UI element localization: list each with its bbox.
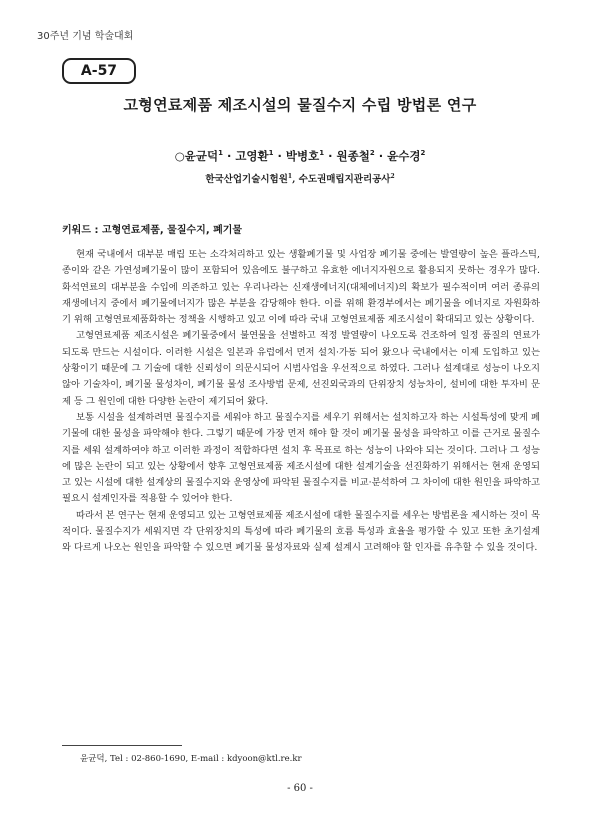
keywords: 키워드 : 고형연료제품, 물질수지, 폐기물 — [62, 225, 243, 236]
author-affil-mark: 1 — [218, 149, 223, 158]
body-paragraph: 따라서 본 연구는 현재 운영되고 있는 고형연료제품 제조시설에 대한 물질수지를 세우는 방법론을 제시하는 것이 목적이다. 물질수지가 세워지면 각 단위장치의 특성에 따라 폐기물의 흐름 특성과 효율을 평가할 수 있고 또한 초기설계와 다르게 나오는 원인을 파악할 수 있으면 폐기물 물성자료와 실제 설계시 고려해야 할 인자를 유추할 수 있을 것이다. — [62, 509, 540, 554]
paper-code-badge: A-57 — [62, 58, 136, 84]
author-separator: · — [374, 149, 388, 163]
author-list — [0, 148, 600, 164]
conference-header: 30주년 기념 학술대회 — [37, 31, 134, 42]
body-paragraph: 현재 국내에서 대부분 매립 또는 소각처리하고 있는 생활폐기물 및 사업장 폐기물 중에는 발열량이 높은 플라스틱, 종이와 같은 가연성폐기물이 많이 포함되어 있음에도 불구하고 유효한 에너지자원으로 활용되지 못하는 경우가 많다. 화석연료의 대부분을 수입에 의존하고 있는 우리나라는 신재생에너지(대체에너지)의 확보가 필수적이며 여러 종류의 재생에너지 중에서 폐기물에너지가 많은 부분을 감당해야 한다. 이를 위해 환경부에서는 폐기물을 에너지로 자원화하기 위해 고형연료제품화하는 정책을 시행하고 있고 이에 따라 국내 고형연료제품 제조시설이 확대되고 있는 상황이다. — [62, 249, 540, 326]
author-name: 고영환 — [235, 149, 269, 163]
abstract-body — [62, 247, 540, 557]
author-separator: · — [273, 149, 286, 163]
affiliation: 수도권매립지관리공사 — [298, 174, 391, 185]
author-name: 윤수경 — [387, 149, 421, 163]
author-affil-mark: 1 — [268, 149, 274, 158]
author-separator: · — [324, 149, 337, 163]
author-name: 원종철 — [336, 149, 370, 163]
affiliation-mark: 1 — [287, 172, 293, 180]
author-affil-mark: 2 — [369, 149, 375, 158]
page-number: - 60 - — [287, 783, 313, 794]
footnote: 윤균덕, Tel : 02-860-1690, E-mail : kdyoon@ktl.re.kr — [80, 754, 302, 764]
paper-title: 고형연료제품 제조시설의 물질수지 수립 방법론 연구 — [123, 96, 477, 114]
author-separator: · — [222, 149, 236, 163]
body-paragraph: 보통 시설을 설계하려면 물질수지를 세워야 하고 물질수지를 세우기 위해서는 설치하고자 하는 시설특성에 맞게 폐기물에 대한 물성을 파악해야 한다. 그렇기 때문에 가장 먼저 해야 할 것이 폐기물 물성을 파악하고 이를 근거로 물질수지를 세워 설계하여야 하고 이러한 과정이 적합하다면 설치 후 목표로 하는 성능이 나와야 되는 것이다. 그러나 그 성능에 많은 논란이 되고 있는 상황에서 향후 고형연료제품 제조시설에 대한 설계기술을 선진화하기 위해서는 현재 운영되고 있는 시설에 대한 설계상의 물질수지와 운영상에 파악된 물질수지를 비교·분석하여 그 차이에 대한 원인을 파악하고 필요시 설계인자를 적용할 수 있어야 한다. — [62, 411, 540, 505]
affiliation-mark: 2 — [390, 172, 395, 180]
presenter-mark: ○ — [174, 149, 185, 163]
author-name: 윤균덕 — [184, 149, 219, 163]
author-name: 박병호 — [285, 149, 320, 163]
affiliation: 한국산업기술시험원 — [205, 174, 288, 185]
footnote-divider — [62, 745, 182, 746]
author-affil-mark: 2 — [420, 149, 426, 158]
body-paragraph: 고형연료제품 제조시설은 폐기물중에서 불연물을 선별하고 적정 발열량이 나오도록 건조하여 일정 품질의 연료가 되도록 만드는 시설이다. 이러한 시설은 일본과 유럽에서 먼저 설치·가동 되어 왔으나 국내에서는 이제 도입하고 있는 상황이기 때문에 그 기술에 대한 신뢰성이 의문시되어 시범사업을 우선적으로 하였다. 그러나 설계대로 성능이 나오지 않아 기술차이, 폐기물 물성차이, 폐기물 물성 조사방법 문제, 선진외국과의 단위장치 성능차이, 설비에 대한 투자비 문제 등 그 원인에 대한 다양한 논란이 제기되어 왔다. — [62, 330, 540, 407]
author-affil-mark: 1 — [319, 149, 325, 158]
affiliation-separator: , — [292, 174, 299, 185]
affiliation-list — [0, 171, 600, 185]
